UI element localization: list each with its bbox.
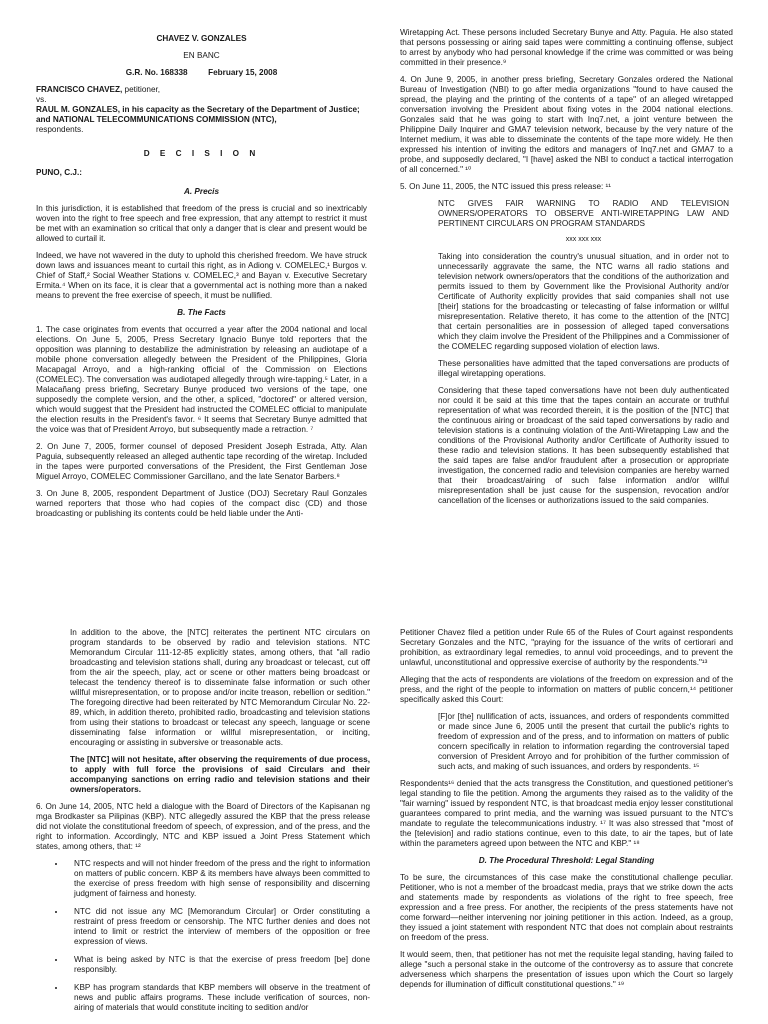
versus: vs. (36, 95, 47, 104)
quote-paragraph: These personalities have admitted that the taped conversations are products of illegal wiretapping operations. (438, 358, 729, 378)
paragraph: To be sure, the circumstances of this case make the constitutional challenge peculiar. Petitioner, who is not a member of the broadcast media, prays that we strike down the acts and statements made by respondents as violations of the right to free speech, free expression and a free press. For another, the recipients of the press statements have not come forward—neither intervening nor joining petitioner in this action. Indeed, as a group, they issued a joint statement with respondent NTC that does not complain about restraints on freedom of the press. (400, 873, 733, 942)
paragraph-bold: The [NTC] will not hesitate, after observing the requirements of due process, to apply with full force the provisions of said Circulars and their accompanying sanctions on erring radio and television stations and their owners/operators. (70, 755, 370, 794)
list-item: • NTC respects and will not hinder freedom of the press and the right to information on matters of public concern. KBP & its members have always been committed to the exercise of press freedom with high sense of responsibility and discerning judgment of fairness and honesty. (66, 859, 370, 899)
paragraph: 1. The case originates from events that occurred a year after the 2004 national and local elections. On June 5, 2005, Press Secretary Ignacio Bunye told reporters that the opposition was planning to destabilize the administration by releasing an audiotape of a mobile phone conversation allegedly between the President of the Philippines, Gloria Macapagal Arroyo, and a high-ranking official of the Commission on Elections (COMELEC). The conversation was audiotaped allegedly through wire-tapping.⁵ Later, in a Malacañang press briefing, Secretary Bunye produced two versions of the tape, one supposedly the complete version, and the other, a spliced, "doctored" or altered version, which would suggest that the President had instructed the COMELEC official to manipulate the election results in the President's favor. ⁶ It seems that Secretary Bunye admitted that the voice was that of President Arroyo, but subsequently made a retraction. ⁷ (36, 325, 367, 434)
paragraph: 5. On June 11, 2005, the NTC issued this press release: ¹¹ (400, 182, 612, 191)
paragraph: 6. On June 14, 2005, NTC held a dialogue with the Board of Directors of the Kapisanan ng mga Brodkaster sa Pilipinas (KBP). NTC allegedly assured the KBP that the press release did not violate the constitutional freedom of speech, of expression, and of the press, and the right to information. Accordingly, NTC and KBP issued a Joint Press Statement which states, among others, that: ¹² (36, 802, 370, 851)
respondents-role: respondents. (36, 125, 84, 134)
paragraph: Alleging that the acts of respondents are violations of the freedom on expression and of the press, and the right of the people to information on matters of public concern,¹⁴ petitioner specifically asked this Court: (400, 675, 733, 704)
heading-facts: B. The Facts (177, 308, 226, 317)
petitioner-role: petitioner, (122, 85, 161, 94)
paragraph: It would seem, then, that petitioner has not met the requisite legal standing, having failed to allege "such a personal stake in the outcome of the controversy as to assure that concrete adverseness which sharpens the presentation of issues upon which the Court so largely depends for illumination of difficult constitutional questions." ¹⁹ (400, 950, 733, 989)
paragraph: Wiretapping Act. These persons included Secretary Bunye and Atty. Paguia. He also stated that persons possessing or airing said tapes were committing a continuing offense, subject to arrest by anybody who had personal knowledge if the crime was committed or was being committed in their presence.⁹ (400, 28, 733, 67)
paragraph: Indeed, we have not wavered in the duty to uphold this cherished freedom. We have struck down laws and issuances meant to curtail this right, as in Adiong v. COMELEC,¹ Burgos v. Chief of Staff,² Social Weather Stations v. COMELEC,³ and Bayan v. Executive Secretary Ermita.⁴ When on its face, it is clear that a governmental act is nothing more than a naked means to prevent the free exercise of speech, it must be nullified. (36, 251, 367, 300)
case-title: CHAVEZ V. GONZALES (156, 34, 247, 43)
en-banc-label: EN BANC (183, 51, 220, 60)
quote-paragraph: Considering that these taped conversations have not been duly authenticated nor could it be said at this time that the tapes contain an accurate or truthful representation of what was recorded therein, it is the position of the [NTC] that the continuous airing or broadcast of the said taped conversations by radio and television stations is a continuing violation of the Anti-Wiretapping Law and the conditions of the Provisional Authority and/or Certificate of Authority issued to these radio and television stations. It has been subsequently established that the said tapes are false and/or fraudulent after a prosecution or appropriate investigation, the concerned radio and television companies are hereby warned that their broadcast/airing of such false information and/or willful misrepresentation shall be just cause for the suspension, revocation and/or cancellation of the licenses or authorizations issued to the said companies. (438, 385, 729, 505)
paragraph: 4. On June 9, 2005, in another press briefing, Secretary Gonzales ordered the National Bureau of Investigation (NBI) to go after media organizations "found to have caused the spread, the playing and the printing of the contents of a tape" of an alleged wiretapped conversation involving the President about fixing votes in the 2004 national elections. Gonzales said that he was going to start with Inq7.net, a joint venture between the Philippine Daily Inquirer and GMA7 television network, because by the very nature of the Internet medium, it was able to disseminate the contents of the tape more widely. He then expressed his intention of inviting the editors and managers of Inq7.net and GMA7 to a probe, and supposedly declared, "I [have] asked the NBI to conduct a tactical interrogation of all concerned." ¹⁰ (400, 75, 733, 174)
gr-number-line (36, 68, 367, 78)
column-bottom-right (400, 628, 733, 1024)
decision-date: February 15, 2008 (208, 68, 278, 77)
list-item: • What is being asked by NTC is that the exercise of press freedom [be] done responsibly. (66, 955, 370, 975)
joint-statement-list (36, 859, 370, 1013)
quote-paragraph: Taking into consideration the country's unusual situation, and in order not to unnecessarily aggravate the same, the NTC warns all radio stations and television network owners/operators that the conditions of the authorization and permits issued to them by Government like the Provisional Authority and/or Certificate of Authority explicitly provides that said companies shall not use [their] stations for the broadcasting or telecasting of false information or willful misrepresentation. Relative thereto, it has come to the attention of the [NTC] that certain personalities are in possession of alleged taped conversations which they claim involve the President of the Philippines and a Commissioner of the COMELEC regarding supposed violation of election laws. (438, 251, 729, 351)
petitioner-line (36, 85, 367, 95)
paragraph: Respondents¹⁶ denied that the acts transgress the Constitution, and questioned petitioner's legal standing to file the petition. Among the arguments they raised as to the validity of the "fair warning" issued by respondent NTC, is that broadcast media enjoy lesser constitutional guarantees compared to print media, and the warning was issued pursuant to the NTC's mandate to regulate the telecommunications industry. ¹⁷ It was also stressed that "most of the [television] and radio stations continue, even to this date, to air the tapes, but of late within the parameters agreed upon between the NTC and KBP." ¹⁸ (400, 779, 733, 848)
paragraph: Petitioner Chavez filed a petition under Rule 65 of the Rules of Court against respondents Secretary Gonzales and the NTC, "praying for the issuance of the writs of certiorari and prohibition, as extraordinary legal remedies, to annul void proceedings, and to prevent the unlawful, unconstitutional and oppressive exercise of authority by the respondents."¹³ (400, 628, 733, 667)
gr-number: G.R. No. 168338 (125, 68, 188, 77)
list-item: • KBP has program standards that KBP members will observe in the treatment of news and public affairs programs. These include verification of sources, non-airing of materials that would constitute inciting to sedition and/or (66, 983, 370, 1013)
quote-separator: xxx xxx xxx (565, 236, 602, 243)
ponente: PUNO, C.J.: (36, 168, 82, 177)
column-top-right (400, 28, 733, 612)
heading-precis: A. Precis (183, 187, 220, 196)
petitioner-name: FRANCISCO CHAVEZ, (36, 85, 123, 94)
quote-title: NTC GIVES FAIR WARNING TO RADIO AND TELEVISION OWNERS/OPERATORS TO OBSERVE ANTI-WIRETAPPING LAW AND PERTINENT CIRCULARS ON PROGRAM STANDARDS (438, 199, 729, 228)
column-bottom-left (36, 628, 370, 1024)
heading-legal-standing: D. The Procedural Threshold: Legal Standing (478, 856, 655, 865)
quote-paragraph: [F]or [the] nullification of acts, issuances, and orders of respondents committed or made since June 6, 2005 until the present that curtail the public's rights to freedom of expression and of the press, and to information on matters of public concern specifically in relation to information regarding the controversial taped conversion of President Arroyo and for prohibition of the further commission of such acts, and making of such issuances, and orders by respondents. ¹⁵ (438, 712, 729, 771)
column-top-left (36, 34, 367, 610)
respondent-name: RAUL M. GONZALES, in his capacity as the Secretary of the Department of Justice; and NATIONAL TELECOMMUNICATIONS COMMISSION (NTC), (36, 105, 360, 124)
paragraph: 2. On June 7, 2005, former counsel of deposed President Joseph Estrada, Atty. Alan Paguia, subsequently released an alleged authentic tape recording of the wiretap. Included in the tapes were purported conversations of the President, the First Gentleman Jose Miguel Arroyo, COMELEC Commissioner Garcillano, and the late Senator Barbers.⁸ (36, 442, 367, 481)
paragraph: In this jurisdiction, it is established that freedom of the press is crucial and so inextricably woven into the right to free speech and free expression, that any attempt to restrict it must be met with an examination so critical that only a danger that is clear and present would be allowed to curtail it. (36, 204, 367, 243)
decision-heading: D E C I S I O N (143, 149, 260, 158)
paragraph: In addition to the above, the [NTC] reiterates the pertinent NTC circulars on program standards to be observed by radio and television stations. NTC Memorandum Circular 111-12-85 explicitly states, among others, that "all radio broadcasting and television stations shall, during any broadcast or telecast, cut off from the air the speech, play, act or scene or other matters being broadcast or telecast the tendency thereof is to disseminate false information or such other willful misrepresentation, or to propose and/or incite treason, rebellion or sedition." The foregoing directive had been reiterated by NTC Memorandum Circular No. 22-89, which, in addition thereto, prohibited radio, broadcasting and television stations from using their stations to broadcast or telecast any speech, language or scene disseminating false information or willful misrepresentation, or inciting, encouraging or assisting in subversive or treasonable acts. (70, 628, 370, 747)
paragraph: 3. On June 8, 2005, respondent Department of Justice (DOJ) Secretary Raul Gonzales warned reporters that those who had copies of the compact disc (CD) and those broadcasting or publishing its contents could be held liable under the Anti- (36, 489, 367, 518)
list-item: • NTC did not issue any MC [Memorandum Circular] or Order constituting a restraint of press freedom or censorship. The NTC further denies and does not intend to limit or restrict the interview of members of the opposition or free expression of views. (66, 907, 370, 947)
